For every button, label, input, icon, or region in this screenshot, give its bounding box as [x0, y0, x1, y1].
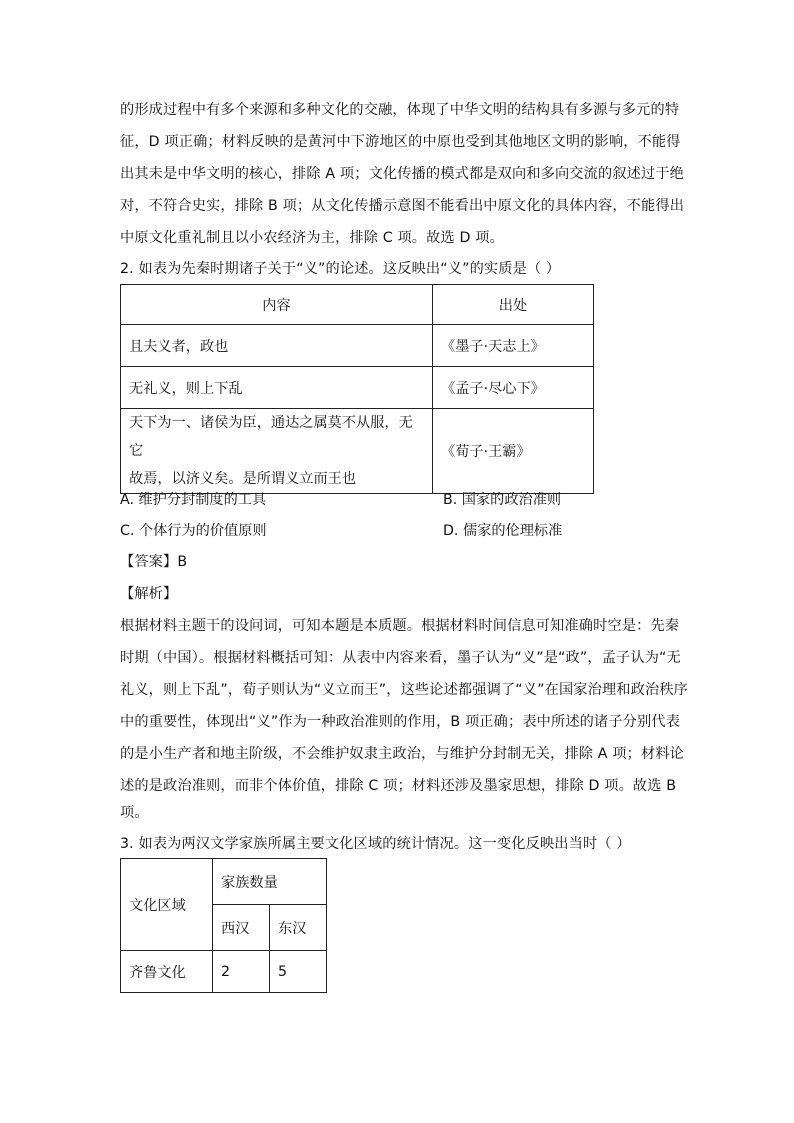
analysis-line: 述的是政治准则，而非个体价值，排除 C 项；材料还涉及墨家思想，排除 D 项。故选 B: [120, 778, 677, 794]
cell-region: 齐鲁文化: [121, 951, 213, 993]
analysis-line: 征，D 项正确；材料反映的是黄河中下游地区的中原也受到其他地区文明的影响，不能得: [120, 134, 681, 150]
table-row: [121, 951, 327, 993]
table-row: [121, 409, 594, 494]
cell-content-line: 天下为一、诸侯为臣，通达之属莫不从服，无它: [129, 415, 413, 459]
analysis-line: 出其未是中华文明的核心，排除 A 项；文化传播的模式都是双向和多向交流的叙述过于绝: [120, 166, 685, 182]
option-d: D. 儒家的伦理标准: [443, 523, 563, 539]
option-c: C. 个体行为的价值原则: [120, 523, 267, 539]
analysis-line: 根据材料主题干的设问词，可知本题是本质题。根据材料时间信息可知准确时空是：先秦: [120, 618, 680, 634]
analysis-label: 【解析】: [120, 586, 178, 602]
header-region: 文化区域: [121, 859, 213, 951]
option-b: B. 国家的政治准则: [443, 492, 562, 508]
cell-content: 无礼义，则上下乱: [121, 367, 433, 409]
cell-xihan: 2: [213, 951, 270, 993]
analysis-line: 礼义，则上下乱”，荀子则认为“义立而王”，这些论述都强调了“义”在国家治理和政治秩序: [120, 682, 688, 698]
header-source: 出处: [433, 285, 594, 325]
analysis-line: 的形成过程中有多个来源和多种文化的交融，体现了中华文明的结构具有多源与多元的特: [120, 102, 680, 118]
table-row: [121, 325, 594, 367]
analysis-line: 的是小生产者和地主阶级，不会维护奴隶主政治，与维护分封制无关，排除 A 项；材料论: [120, 746, 685, 762]
table-header-row: [121, 285, 594, 325]
question-3-table: [120, 858, 327, 993]
question-3-stem: 3. 如表为两汉文学家族所属主要文化区域的统计情况。这一变化反映出当时（ ）: [120, 836, 631, 852]
analysis-line: 项。: [120, 805, 149, 821]
analysis-line: 时期（中国）。根据材料概括可知：从表中内容来看，墨子认为“义”是“政”，孟子认为“无: [120, 650, 681, 666]
question-2-stem: 2. 如表为先秦时期诸子关于“义”的论述。这反映出“义”的实质是（ ）: [120, 261, 561, 277]
analysis-line: 对，不符合史实，排除 B 项；从文化传播示意图不能看出中原文化的具体内容，不能得出: [120, 198, 685, 214]
cell-source: 《墨子·天志上》: [433, 325, 594, 367]
cell-donghan: 5: [270, 951, 327, 993]
cell-content: [121, 409, 433, 494]
table-row: [121, 367, 594, 409]
question-2-table: [120, 284, 594, 494]
cell-content-line: 故焉，以济义矣。是所谓义立而王也: [129, 471, 357, 487]
cell-source: 《孟子·尽心下》: [433, 367, 594, 409]
header-xihan: 西汉: [213, 905, 270, 951]
option-a: A. 维护分封制度的工具: [120, 492, 267, 508]
table-header-row: [121, 859, 327, 905]
analysis-line: 中的重要性，体现出“义”作为一种政治准则的作用，B 项正确；表中所述的诸子分别代表: [120, 714, 681, 730]
cell-source: 《荀子·王霸》: [433, 409, 594, 494]
header-content: 内容: [121, 285, 433, 325]
answer-label: 【答案】B: [120, 554, 188, 570]
header-donghan: 东汉: [270, 905, 327, 951]
analysis-line: 中原文化重礼制且以小农经济为主，排除 C 项。故选 D 项。: [120, 230, 504, 246]
cell-content: 且夫义者，政也: [121, 325, 433, 367]
header-count: 家族数量: [213, 859, 327, 905]
